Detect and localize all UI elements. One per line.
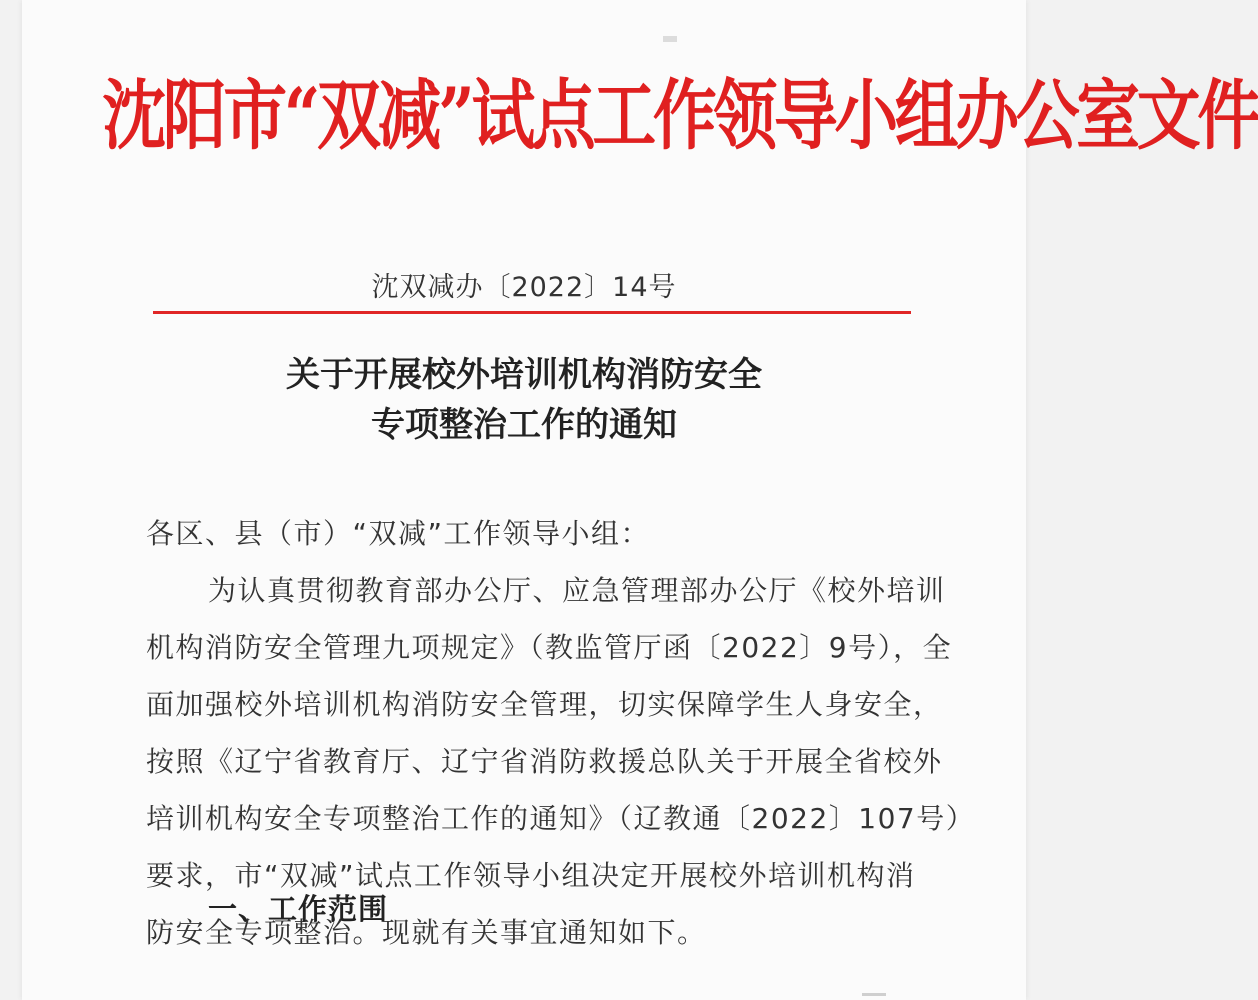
body-line: 培训机构安全专项整治工作的通知》（辽教通〔2022〕107号） <box>146 802 976 835</box>
section-heading: 一、工作范围 <box>208 892 389 926</box>
document-number: 沈双减办〔2022〕14号 <box>371 272 677 303</box>
document-page <box>22 0 1258 1000</box>
body-line: 机构消防安全管理九项规定》（教监管厅函〔2022〕9号），全 <box>146 631 953 664</box>
scan-mark <box>862 993 886 996</box>
body-line: 为认真贯彻教育部办公厅、应急管理部办公厅《校外培训 <box>208 574 946 607</box>
body-line: 要求，市“双减”试点工作领导小组决定开展校外培训机构消 <box>146 859 916 892</box>
body-line: 面加强校外培训机构消防安全管理，切实保障学生人身安全， <box>146 688 943 721</box>
body-line: 按照《辽宁省教育厅、辽宁省消防救援总队关于开展全省校外 <box>146 745 943 778</box>
notice-title <box>22 350 1026 450</box>
scan-mark <box>663 36 677 42</box>
red-divider-line <box>153 311 911 314</box>
header-title: 沈阳市“双减”试点工作领导小组办公室文件 <box>102 71 1258 160</box>
notice-title-line-2: 专项整治工作的通知 <box>371 405 677 445</box>
notice-title-line-1: 关于开展校外培训机构消防安全 <box>286 355 762 395</box>
salutation: 各区、县（市）“双减”工作领导小组： <box>146 517 651 550</box>
body-line: 防安全专项整治。现就有关事宜通知如下。 <box>146 916 707 949</box>
